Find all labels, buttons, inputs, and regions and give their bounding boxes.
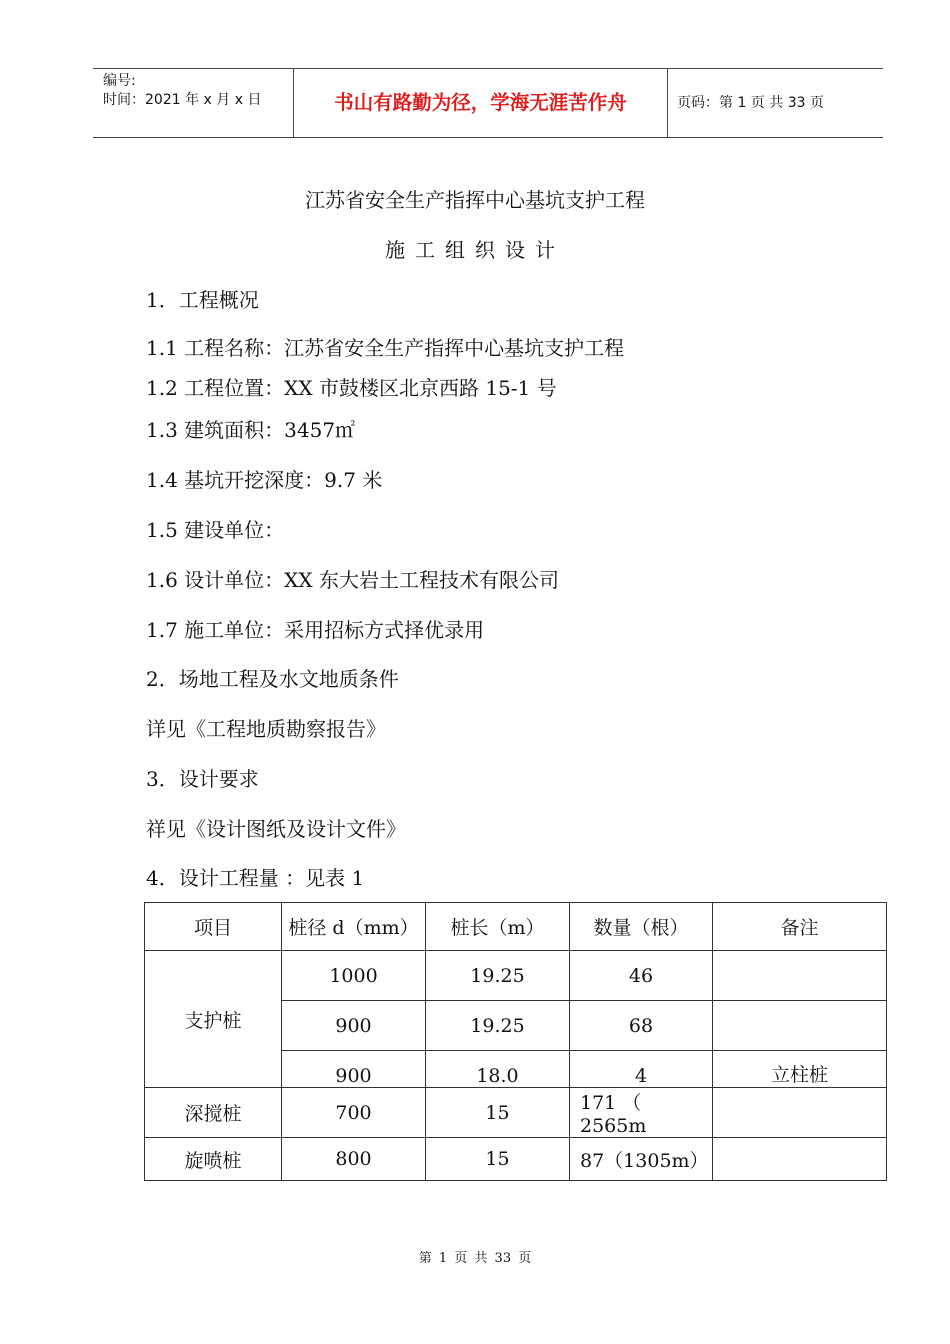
- time-label: 时间：2021 年 x 月 x 日: [103, 92, 262, 108]
- reference-line: 祥见《设计图纸及设计文件》: [146, 817, 406, 841]
- table-cell: 15: [426, 1088, 570, 1138]
- document-subtitle: 施工组织设计: [385, 238, 565, 262]
- reference-line: 详见《工程地质勘察报告》: [146, 717, 386, 741]
- table-row: [145, 1088, 887, 1138]
- project-name-line: 1.1 工程名称：江苏省安全生产指挥中心基坑支护工程: [146, 336, 625, 360]
- table-cell: 15: [426, 1138, 570, 1181]
- page-header: [93, 68, 883, 138]
- designer-line: 1.6 设计单位：XX 东大岩土工程技术有限公司: [146, 568, 559, 592]
- table-header-row: [145, 903, 887, 951]
- table-cell: 19.25: [426, 951, 570, 1001]
- section-heading: 3．设计要求: [146, 767, 259, 791]
- excavation-depth-line: 1.4 基坑开挖深度：9.7 米: [146, 468, 383, 492]
- table-cell: 4: [570, 1051, 713, 1088]
- header-page-info: 页码：第 1 页 共 33 页: [677, 95, 824, 111]
- table-cell: 46: [570, 951, 713, 1001]
- header-meta: [93, 69, 294, 137]
- table-cell: 87（1305m）: [570, 1138, 713, 1181]
- column-header: 桩径 d（mm）: [282, 903, 426, 951]
- page-footer: 第 1 页 共 33 页: [418, 1251, 532, 1266]
- document-title: 江苏省安全生产指挥中心基坑支护工程: [305, 188, 645, 212]
- table-cell: 700: [282, 1088, 426, 1138]
- column-header: 备注: [713, 903, 887, 951]
- table-cell: 19.25: [426, 1001, 570, 1051]
- table-cell: 171 （ 2565m: [570, 1088, 713, 1138]
- table-cell: 旋喷桩: [145, 1138, 282, 1181]
- table-cell: 900: [282, 1051, 426, 1088]
- section-heading: 4．设计工程量 ：见表 1: [146, 866, 365, 890]
- column-header: 项目: [145, 903, 282, 951]
- table-cell: [713, 1138, 887, 1181]
- group-label-cell: 支护桩: [145, 951, 282, 1088]
- table-cell: 800: [282, 1138, 426, 1181]
- column-header: 数量（根）: [570, 903, 713, 951]
- table-cell: [713, 1088, 887, 1138]
- section-heading: 2．场地工程及水文地质条件: [146, 667, 399, 691]
- table-row: [145, 951, 887, 1001]
- contractor-line: 1.7 施工单位：采用招标方式择优录用: [146, 618, 485, 642]
- building-area-line: 1.3 建筑面积：3457㎡: [146, 418, 356, 442]
- table-cell: [713, 1001, 887, 1051]
- section-heading: 1．工程概况: [146, 288, 259, 312]
- table-row: [145, 1138, 887, 1181]
- table-cell: 900: [282, 1001, 426, 1051]
- table-cell: 18.0: [426, 1051, 570, 1088]
- project-location-line: 1.2 工程位置：XX 市鼓楼区北京西路 15-1 号: [146, 376, 557, 400]
- column-header: 桩长（m）: [426, 903, 570, 951]
- table-cell: 深搅桩: [145, 1088, 282, 1138]
- table-cell: 1000: [282, 951, 426, 1001]
- quantity-table: [144, 902, 887, 1181]
- owner-line: 1.5 建设单位：: [146, 518, 285, 542]
- table-cell: 立柱桩: [713, 1051, 887, 1088]
- header-motto: 书山有路勤为径，学海无涯苦作舟: [294, 69, 668, 137]
- table-cell: [713, 951, 887, 1001]
- table-cell: 68: [570, 1001, 713, 1051]
- number-label: 编号:: [103, 73, 136, 89]
